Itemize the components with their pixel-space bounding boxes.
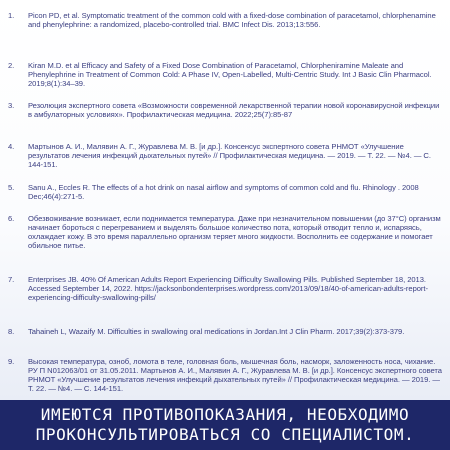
reference-text: Высокая температура, озноб, ломота в теле, головная боль, мышечная боль, насморк, заложенность носа, чихание. РУ П N012063/01 от 31.05.2011. Мартынов А. И., Малявин А. Г., Журавлева М. В. [и др.]. Консенсус экспертного совета РНМОТ «Улучшение результатов лечения инфекций дыхательных путей» // Профилактическая медицина. — 2019. — Т. 22. — №4. — С. 144-151.	[28, 357, 442, 394]
reference-item	[8, 214, 444, 250]
reference-item	[8, 275, 444, 302]
reference-number: 6.	[8, 214, 15, 223]
contraindication-warning-banner	[0, 400, 450, 450]
reference-text: Мартынов А. И., Малявин А. Г., Журавлева М. В. [и др.]. Консенсус экспертного совета РНМОТ «Улучшение результатов лечения инфекций дыхательных путей» // Профилактическая медицина. — 2019. — Т. 22. — №4. — С. 144-151.	[28, 142, 431, 170]
reference-text: Tahaineh L, Wazaify M. Difficulties in swallowing oral medications in Jordan.Int J Clin Pharm. 2017;39(2):373-379.	[28, 327, 405, 336]
reference-number: 7.	[8, 275, 15, 284]
reference-text: Резолюция экспертного совета «Возможности современной лекарственной терапии новой коронавирусной инфекции в амбулаторных условиях». Профилактическая медицина. 2022;25(7):85-87	[28, 101, 440, 120]
warning-line-2: ПРОКОНСУЛЬТИРОВАТЬСЯ СО СПЕЦИАЛИСТОМ.	[35, 425, 415, 444]
reference-item	[8, 327, 444, 336]
reference-item	[8, 101, 444, 119]
reference-item	[8, 11, 444, 29]
reference-number: 9.	[8, 357, 15, 366]
reference-item	[8, 357, 444, 393]
reference-item	[8, 183, 444, 201]
reference-number: 4.	[8, 142, 15, 151]
reference-number: 2.	[8, 61, 15, 70]
reference-text: Enterprises JB. 40% Of American Adults Report Experiencing Difficulty Swallowing Pills. Published September 18, 2013. Accessed September 14, 2022. https://jacksonbondenterprises.wordpress.com/2013/09/18/40-of-american-adults-report-experiencing-difficulty-swallowing-pills/	[28, 275, 428, 303]
reference-text: Picon PD, et al. Symptomatic treatment of the common cold with a fixed-dose combination of paracetamol, chlorphenamine and phenylephrine: a randomized, placebo-controlled trial. BMC Infect Dis. 2013;13:556.	[28, 11, 436, 30]
reference-text: Обезвоживание возникает, если поднимается температура. Даже при незначительном повышении (до 37°C) организм начинает бороться с перегреванием и выделять большое количество пота, который отводит тепло и, испаряясь, охлаждает кожу. В это время параллельно организм теряет много жидкости. Восполнить ее содержание и помогает обильное питье.	[28, 214, 441, 251]
reference-number: 1.	[8, 11, 15, 20]
reference-text: Sanu A., Eccles R. The effects of a hot drink on nasal airflow and symptoms of common cold and flu. Rhinology . 2008 Dec;46(4):271-5.	[28, 183, 419, 202]
warning-line-1: ИМЕЮТСЯ ПРОТИВОПОКАЗАНИЯ, НЕОБХОДИМО	[40, 405, 410, 424]
reference-number: 8.	[8, 327, 15, 336]
reference-number: 5.	[8, 183, 15, 192]
reference-item	[8, 61, 444, 88]
reference-number: 3.	[8, 101, 15, 110]
reference-item	[8, 142, 444, 169]
reference-text: Kiran M.D. et al Efficacy and Safety of a Fixed Dose Combination of Paracetamol, Chlorpheniramine Maleate and Phenylephrine in Treatment of Common Cold: A Phase IV, Open-Labelled, Multi-Centric Study. Int J Basic Clin Pharmacol. 2019;8(1):34–39.	[28, 61, 432, 89]
